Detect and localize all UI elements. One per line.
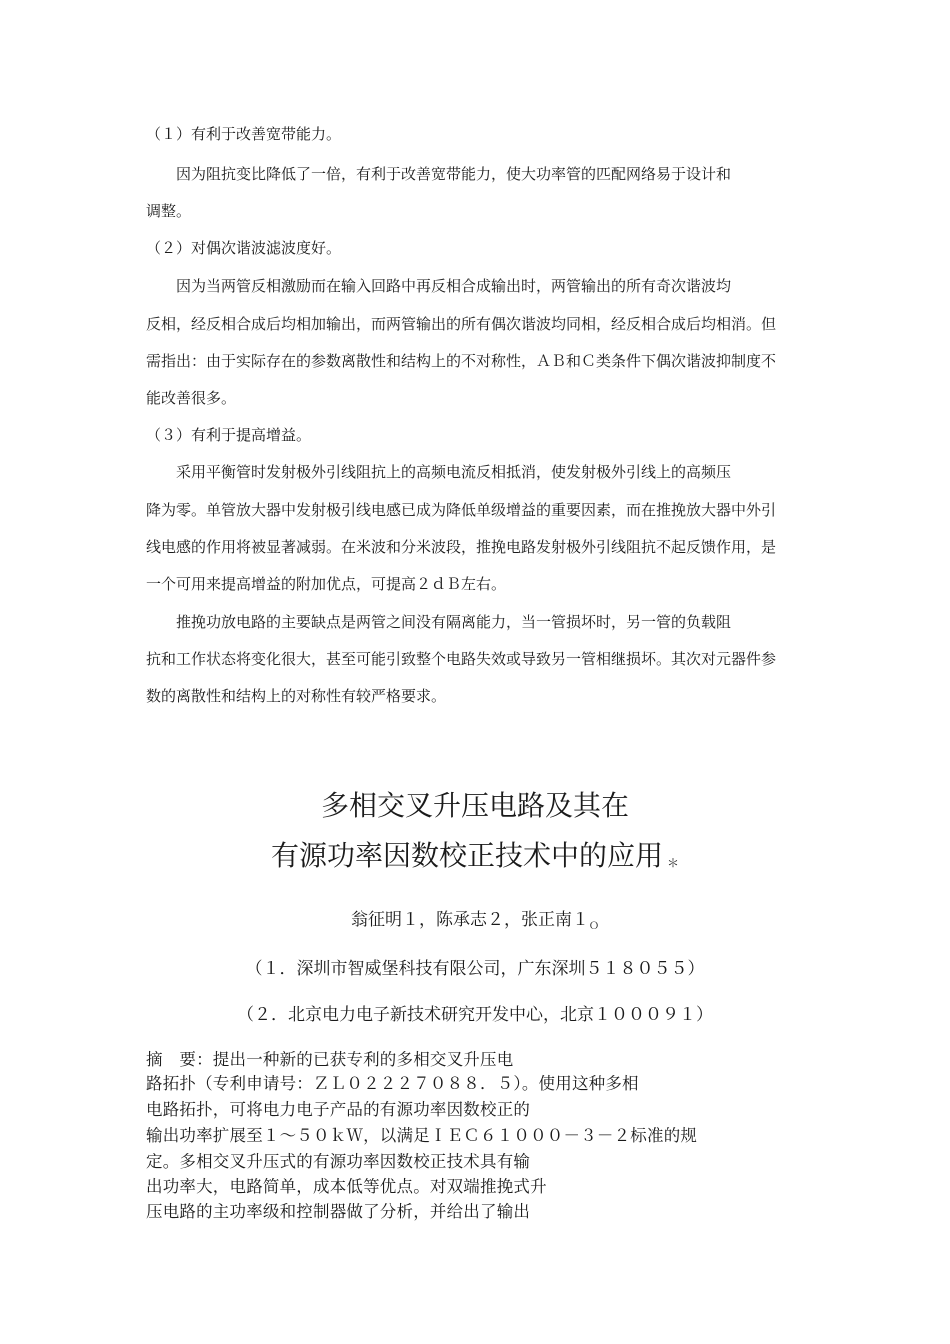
abstract-line-7: 压电路的主功率级和控制器做了分析，并给出了输出	[146, 1202, 531, 1221]
abstract-line-5: 定。多相交叉升压式的有源功率因数校正技术具有输	[146, 1152, 531, 1171]
title-text-2: 有源功率因数校正技术中的应用	[270, 839, 663, 872]
title-text-1: 多相交叉升压电路及其在	[320, 789, 629, 822]
para-harmonic-line-4: 能改善很多。	[146, 389, 237, 407]
para-gain-line-1: 采用平衡管时发射极外引线阻抗上的高频电流反相抵消，使发射极外引线上的高频压	[146, 463, 732, 481]
abstract-line-3: 电路拓扑，可将电力电子产品的有源功率因数校正的	[146, 1100, 531, 1119]
heading-harmonic: （２）对偶次谐波滤波度好。	[146, 239, 342, 257]
heading-wideband: （１）有利于改善宽带能力。	[146, 125, 342, 143]
authors-note: Ｏ	[589, 921, 599, 932]
para-drawback-line-3: 数的离散性和结构上的对称性有较严格要求。	[146, 687, 447, 705]
para-wideband-line-2: 调整。	[146, 202, 192, 220]
para-gain-line-4: 一个可用来提高增益的附加优点，可提高２ｄＢ左右。	[146, 575, 507, 593]
authors	[0, 905, 950, 932]
para-harmonic-line-2: 反相，经反相合成后均相加输出，而两管输出的所有偶次谐波均同相，经反相合成后均相消。但	[146, 315, 777, 333]
affiliation-2: （２．北京电力电子新技术研究开发中心，北京１０００９１）	[237, 1005, 713, 1025]
article-title-line-2	[0, 834, 950, 874]
para-wideband-line-1: 因为阻抗变比降低了一倍，有利于改善宽带能力，使大功率管的匹配网络易于设计和	[146, 165, 732, 183]
abstract-line-2: 路拓扑（专利申请号：ＺＬ０２２２７０８８．５）。使用这种多相	[146, 1074, 639, 1093]
heading-gain: （３）有利于提高增益。	[146, 426, 312, 444]
affiliation-1: （１．深圳市智威堡科技有限公司，广东深圳５１８０５５）	[245, 959, 705, 979]
para-drawback-line-2: 抗和工作状态将变化很大，甚至可能引致整个电路失效或导致另一管相继损坏。其次对元器件参	[146, 650, 777, 668]
title-footnote-mark: ＊	[667, 856, 680, 870]
para-gain-line-3: 线电感的作用将被显著减弱。在米波和分米波段，推挽电路发射极外引线阻抗不起反馈作用，是	[146, 538, 777, 556]
para-harmonic-line-1: 因为当两管反相激励而在输入回路中再反相合成输出时，两管输出的所有奇次谐波均	[146, 277, 732, 295]
abstract-line-1: 摘 要：提出一种新的已获专利的多相交叉升压电	[146, 1050, 514, 1069]
para-harmonic-line-3: 需指出：由于实际存在的参数离散性和结构上的不对称性，ＡＢ和Ｃ类条件下偶次谐波抑制度不	[146, 352, 777, 370]
authors-text: 翁征明１，陈承志２，张正南１	[351, 910, 589, 930]
para-drawback-line-1: 推挽功放电路的主要缺点是两管之间没有隔离能力，当一管损坏时，另一管的负载阻	[146, 613, 732, 631]
abstract-line-6: 出功率大，电路简单，成本低等优点。对双端推挽式升	[146, 1177, 547, 1196]
article-title-line-1	[0, 784, 950, 824]
abstract-line-4: 输出功率扩展至１～５０ｋＷ，以满足ＩＥＣ６１０００－３－２标准的规	[146, 1126, 698, 1145]
para-gain-line-2: 降为零。单管放大器中发射极引线电感已成为降低单级增益的重要因素，而在推挽放大器中外引	[146, 501, 777, 519]
